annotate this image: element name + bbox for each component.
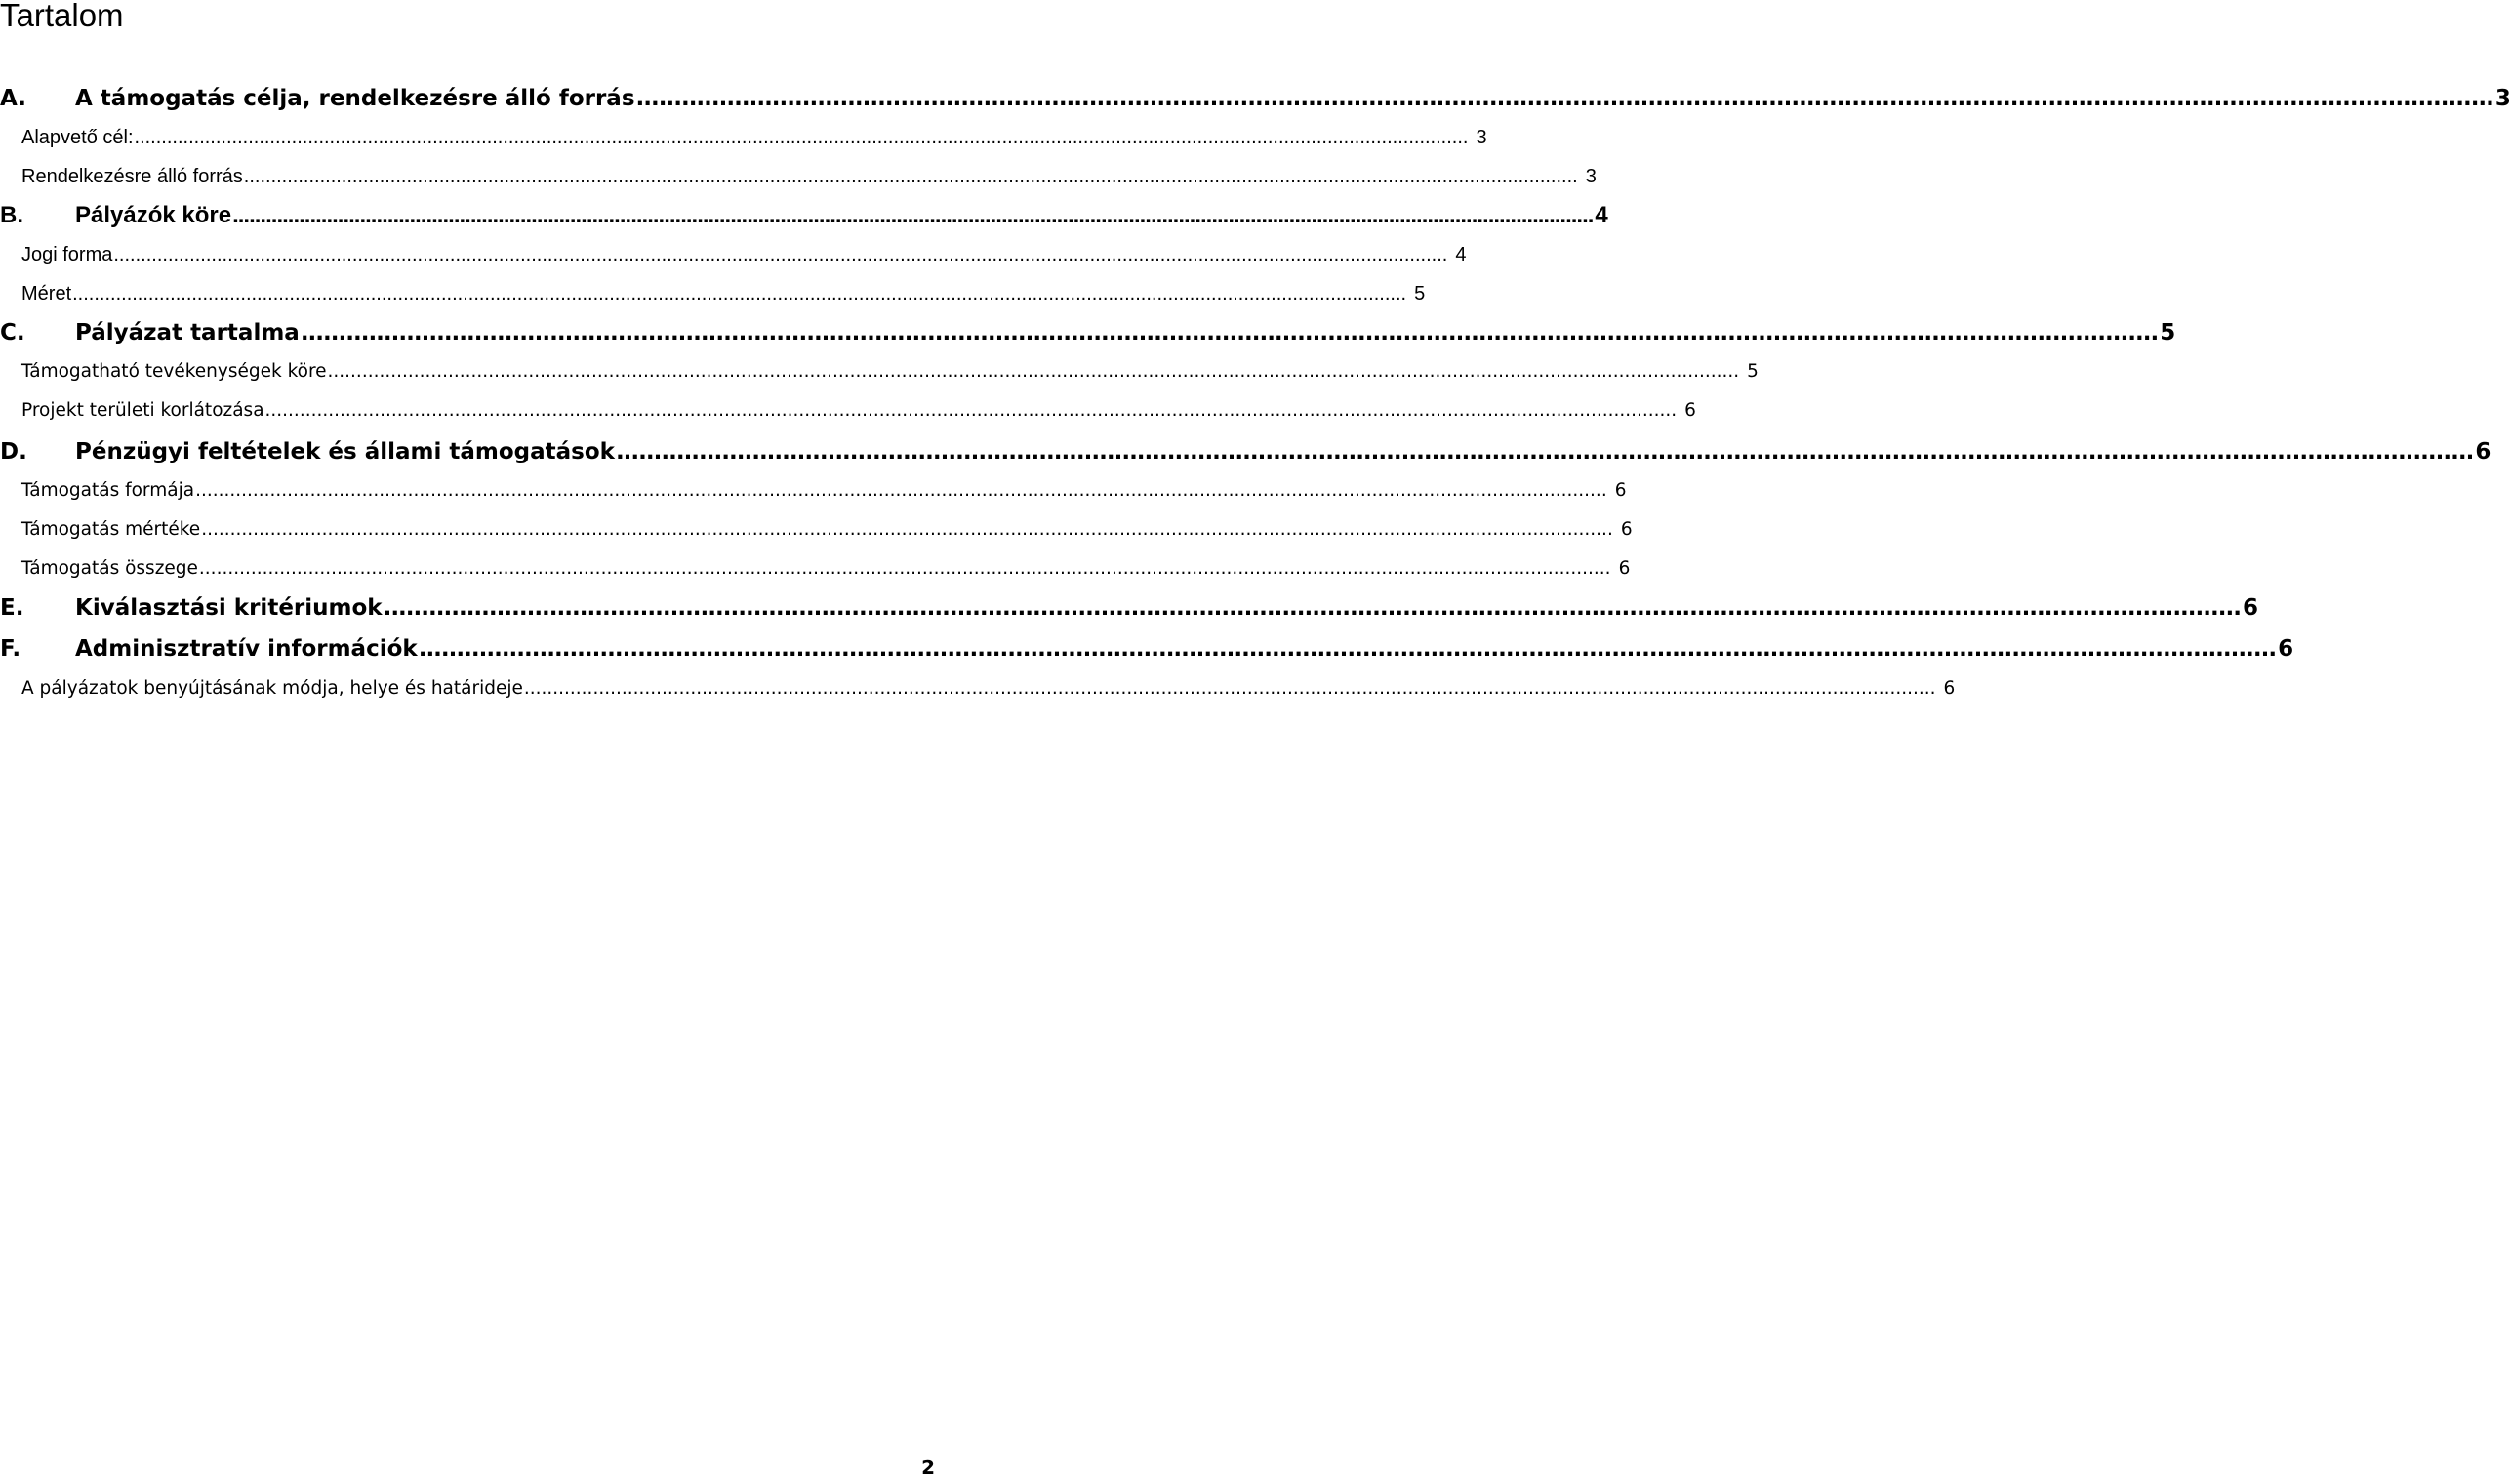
toc-entry-number: A.	[0, 86, 26, 111]
toc-entry-label: Méret	[21, 283, 72, 304]
page-title: Tartalom	[0, 0, 124, 33]
toc-entry-label: Támogatás mértéke	[21, 519, 201, 540]
toc-entry-page: 6	[1943, 678, 1956, 699]
toc-entry-tamogathato-tevekenysegek[interactable]	[21, 357, 1759, 386]
page-number: 2	[921, 1456, 935, 1479]
toc-entry-page: 6	[2278, 636, 2294, 662]
toc-entry-tamogatas-osszege[interactable]	[21, 554, 1631, 583]
toc-entry-a[interactable]	[0, 84, 2511, 113]
toc-entry-c[interactable]	[0, 318, 2176, 347]
toc-entry-page: 5	[2160, 320, 2176, 345]
dot-leader: ......................................................................................................................................................................................................................................................	[134, 127, 1469, 148]
toc-entry-rendelkezesre-allo-forras[interactable]	[21, 162, 1597, 191]
toc-entry-page: 6	[1618, 558, 1631, 579]
toc-entry-label: Alapvető cél:	[21, 127, 134, 148]
toc-entry-label: Jogi forma	[21, 244, 113, 265]
dot-leader: ......................................................................................................................................................................................................................................................	[264, 400, 1678, 421]
dot-leader: ......................................................................................................................................................................................................................................................	[635, 86, 2493, 111]
toc-entry-meret[interactable]	[21, 279, 1426, 308]
toc-entry-label: Támogatás formája	[21, 480, 195, 501]
toc-entry-tamogatas-formaja[interactable]	[21, 476, 1627, 505]
toc-entry-palyazatok-benyujtasa[interactable]	[21, 674, 1956, 703]
toc-entry-label: Pénzügyi feltételek és állami támogatások	[75, 439, 615, 464]
toc-entry-label: Projekt területi korlátozása	[21, 400, 264, 421]
toc-entry-page: 6	[2475, 439, 2491, 464]
toc-entry-projekt-teruleti-korlatozasa[interactable]	[21, 396, 1696, 425]
toc-entry-number: F.	[0, 636, 21, 662]
toc-entry-number: E.	[0, 595, 24, 621]
toc-entry-number: B.	[0, 202, 23, 228]
toc-entry-label: Támogatható tevékenységek köre	[21, 361, 327, 381]
toc-entry-d[interactable]	[0, 437, 2491, 466]
dot-leader: ......................................................................................................................................................................................................................................................	[232, 202, 1594, 228]
toc-entry-page: 5	[1747, 361, 1759, 381]
dot-leader: ......................................................................................................................................................................................................................................................	[243, 166, 1578, 187]
toc-entry-page: 6	[1620, 519, 1633, 540]
toc-entry-page: 6	[2242, 595, 2258, 621]
toc-entry-f[interactable]	[0, 634, 2294, 663]
toc-entry-page: 6	[1614, 480, 1627, 501]
dot-leader: ......................................................................................................................................................................................................................................................	[195, 480, 1607, 501]
toc-entry-tamogatas-merteke[interactable]	[21, 515, 1633, 544]
toc-entry-label: Kiválasztási kritériumok	[75, 595, 383, 621]
dot-leader: ......................................................................................................................................................................................................................................................	[201, 519, 1613, 540]
toc-entry-label: A támogatás célja, rendelkezésre álló forrás	[75, 86, 635, 111]
toc-entry-label: Támogatás összege	[21, 558, 198, 579]
dot-leader: ......................................................................................................................................................................................................................................................	[113, 244, 1448, 265]
dot-leader: ......................................................................................................................................................................................................................................................	[327, 361, 1740, 381]
dot-leader: ......................................................................................................................................................................................................................................................	[72, 283, 1407, 304]
toc-entry-page: 4	[1455, 244, 1467, 265]
dot-leader: ......................................................................................................................................................................................................................................................	[615, 439, 2474, 464]
toc-entry-label: Pályázók köre	[75, 202, 232, 228]
toc-entry-page: 6	[1684, 400, 1696, 421]
toc-entry-alapveto-cel[interactable]	[21, 123, 1487, 152]
toc-entry-page: 3	[1585, 166, 1597, 187]
toc-entry-number: D.	[0, 439, 27, 464]
toc-entry-e[interactable]	[0, 593, 2258, 622]
toc-entry-number: C.	[0, 320, 25, 345]
toc-entry-page: 5	[1414, 283, 1426, 304]
toc-entry-label: Rendelkezésre álló forrás	[21, 166, 243, 187]
toc-entry-label: Adminisztratív információk	[75, 636, 418, 662]
toc-entry-b[interactable]	[0, 201, 1608, 230]
dot-leader: ......................................................................................................................................................................................................................................................	[523, 678, 1936, 699]
toc-entry-label: A pályázatok benyújtásának módja, helye és határideje	[21, 678, 523, 699]
dot-leader: ......................................................................................................................................................................................................................................................	[198, 558, 1611, 579]
dot-leader: ......................................................................................................................................................................................................................................................	[300, 320, 2159, 345]
toc-entry-label: Pályázat tartalma	[75, 320, 300, 345]
toc-entry-page: 4	[1595, 202, 1608, 228]
toc-entry-page: 3	[1476, 127, 1487, 148]
toc-entry-page: 3	[2494, 86, 2511, 111]
toc-entry-jogi-forma[interactable]	[21, 240, 1467, 269]
dot-leader: ......................................................................................................................................................................................................................................................	[418, 636, 2277, 662]
dot-leader: ......................................................................................................................................................................................................................................................	[383, 595, 2241, 621]
